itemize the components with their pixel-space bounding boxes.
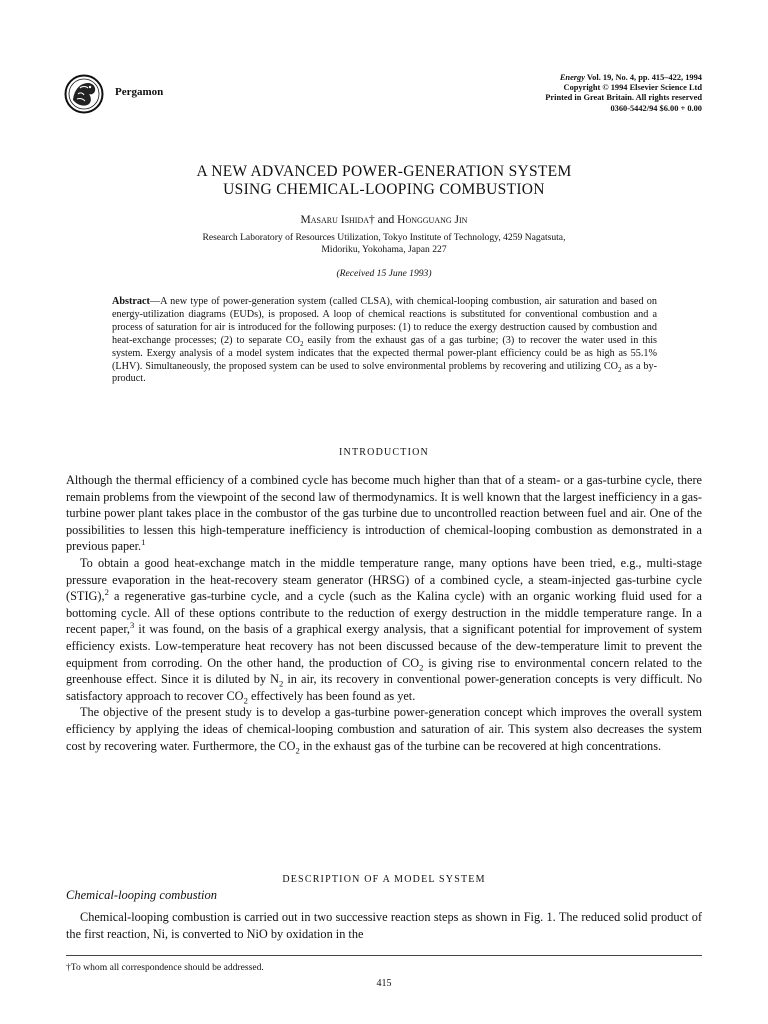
issn-line: 0360-5442/94 $6.00 + 0.00: [610, 103, 702, 113]
authors: [0, 214, 768, 226]
intro-p2-text-c: it was found, on the basis of a graphical exergy analysis, that a significant potential for improvement of system efficiency exists. Low-temperature heat recovery has not been discussed because of the dew-temperature limit to prevent the equipment from corroding. On the other hand, the production of CO: [66, 622, 703, 670]
received-date: (Received 15 June 1993): [336, 268, 432, 279]
abstract-text-2: easily from the exhaust gas of a gas turbine; (3) to recover the water used in this system. Exergy analysis of a model system indicates that the expected thermal power-plant efficiency could be as high as 55.1% (LHV). Simultaneously, the proposed system can be used to solve environmental problems by recovering and utilizing CO: [112, 334, 657, 372]
citation-ref-2: 2: [104, 587, 109, 598]
abstract-text-1: —A new type of power-generation system (called CLSA), with chemical-looping combustion, air saturation and based on energy-utilization diagrams (EUDs), is proposed. A loop of chemical reactions is substituted for conventional combustion and a process of saturation for air is introduced for the following purposes: (1) to reduce the exergy destruction caused by combustion and heat-exchange processes; (2) to separate CO: [112, 296, 657, 346]
citation-ref-3: 3: [130, 620, 135, 631]
chemical-looping-subheading: Chemical-looping combustion: [66, 888, 218, 902]
intro-paragraph-2: [66, 555, 702, 704]
journal-citation: [545, 73, 702, 83]
author-2: Hongguang Jin: [397, 214, 468, 226]
footnote-divider: [66, 955, 702, 956]
intro-p2-text-d: is giving rise to environmental concern related to the greenhouse effect. Since it is diluted by N: [66, 655, 702, 687]
intro-p2-text-f: effectively has been found as yet.: [247, 688, 416, 703]
title-line-2: USING CHEMICAL-LOOPING COMBUSTION: [223, 181, 545, 198]
intro-paragraph-3: [66, 704, 702, 754]
n2-subscript: 2: [279, 678, 284, 689]
abstract-sub-1: 2: [299, 339, 304, 348]
author-conjunction: and: [377, 214, 395, 226]
intro-paragraph-1: [66, 472, 702, 555]
abstract-text-3: as a by-product.: [112, 360, 657, 385]
citation-ref-1: 1: [141, 537, 146, 548]
description-heading: DESCRIPTION OF A MODEL SYSTEM: [282, 874, 486, 885]
introduction-body: [66, 472, 702, 754]
co2-subscript: 2: [295, 744, 300, 755]
publisher-name: Pergamon: [115, 86, 164, 98]
footnote: †To whom all correspondence should be addressed.: [66, 962, 264, 973]
description-paragraph-1: Chemical-looping combustion is carried out in two successive reaction steps as shown in Fig. 1. The reduced solid product of the first reaction, Ni, is converted to NiO by oxidation in the: [66, 910, 702, 941]
author-1: Masaru Ishida†: [300, 214, 375, 226]
title-line-1: A NEW ADVANCED POWER-GENERATION SYSTEM: [196, 163, 572, 180]
journal-info: [545, 73, 702, 114]
journal-name: Energy: [559, 73, 585, 82]
co2-subscript: 2: [243, 695, 248, 706]
intro-p1-text: Although the thermal efficiency of a combined cycle has become much higher than that of a steam- or a gas-turbine cycle, there remain problems from the viewpoint of the second law of thermodynamics. It is well known that the largest inefficiency in a gas-turbine power plant takes place in the combustor of the gas turbine due to uncontrolled reaction between fuel and air. One of the possibilities to lessen this high-temperature inefficiency is introduction of chemical-looping combustion as demonstrated in a previous paper.: [66, 473, 702, 554]
intro-p2-text-e: in air, its recovery in conventional power-generation concepts is very difficult. No satisfactory approach to recover CO: [66, 672, 702, 703]
affiliation-line-1: Research Laboratory of Resources Utilization, Tokyo Institute of Technology, 4259 Nagatsuta,: [202, 232, 566, 243]
intro-p2-text-a: To obtain a good heat-exchange match in the middle temperature range, many options have been tried, e.g., multi-stage pressure evaporation in the heat-recovery steam generator (HRSG) of a combined cycle, a steam-injected gas-turbine cycle (STIG),: [66, 555, 702, 604]
intro-p3-text-a: The objective of the present study is to develop a gas-turbine power-generation concept which improves the overall system efficiency by applying the ideas of chemical-looping combustion and saturation of air. This system also decreases the system cost by recovering water. Furthermore, the CO: [66, 705, 702, 753]
abstract-sub-2: 2: [618, 365, 622, 374]
printed-line: Printed in Great Britain. All rights reserved: [545, 93, 702, 103]
page-number: 415: [376, 978, 392, 989]
copyright-line: Copyright © 1994 Elsevier Science Ltd: [563, 83, 702, 93]
introduction-heading: INTRODUCTION: [339, 447, 429, 458]
journal-volume: Vol. 19, No. 4, pp. 415–422, 1994: [586, 73, 702, 82]
affiliation: [0, 232, 768, 256]
affiliation-line-2: Midoriku, Yokohama, Japan 227: [321, 243, 447, 255]
abstract: [112, 296, 657, 386]
paper-title: [0, 163, 768, 199]
description-body: [66, 909, 702, 942]
intro-p2-text-b: a regenerative gas-turbine cycle, and a cycle (such as the Kalina cycle) with an organic working fluid used for a bottoming cycle. All of these options contribute to the reduction of exergy destruction in the middle temperature range. In a recent paper,: [66, 589, 702, 637]
abstract-label: Abstract: [112, 296, 150, 307]
co2-subscript: 2: [419, 661, 424, 672]
pergamon-logo-icon: [64, 74, 104, 114]
intro-p3-text-b: in the exhaust gas of the turbine can be recovered at high concentrations.: [299, 738, 662, 753]
